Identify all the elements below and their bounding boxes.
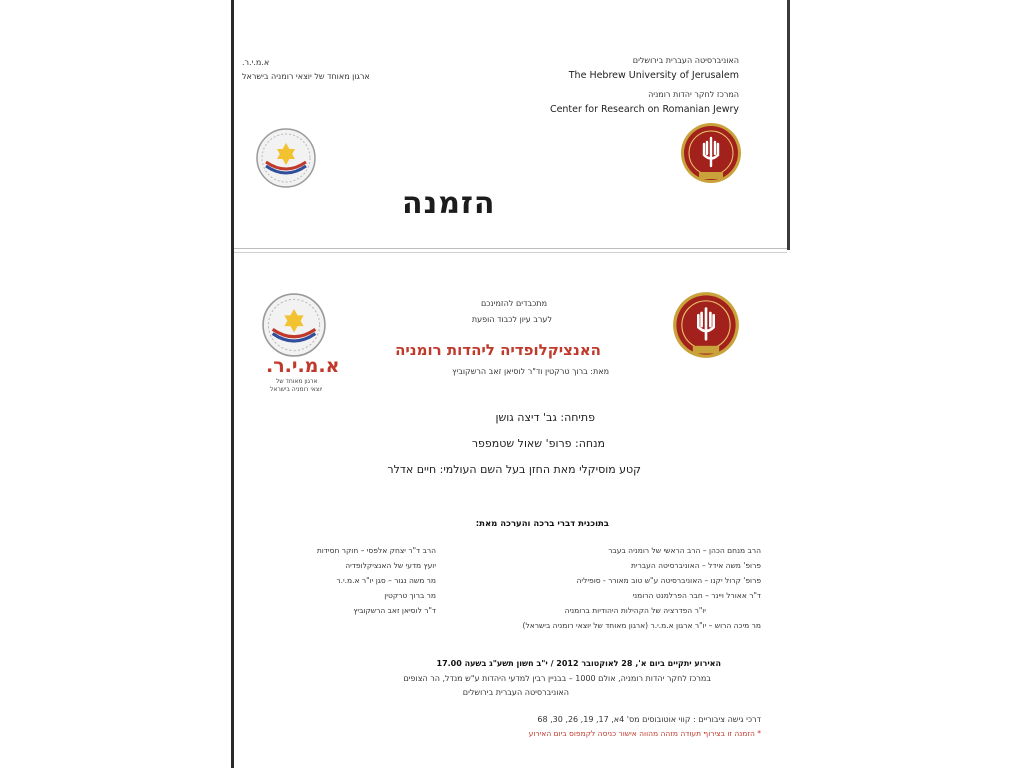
program-header: בתוכנית דברי ברכה והערכה מאת: <box>475 519 609 529</box>
list-item: הרב ד"ר יצחק אלפסי – חוקר חסידות <box>316 546 436 555</box>
center-name-en: Center for Research on Romanian Jewry <box>549 104 739 115</box>
public-transport-info: דרכי גישה ציבוריים : קווי אוטובוסים מס' 4א, 17, 19, 26, 30, 68 <box>537 715 761 724</box>
list-item: מר ברוך טרקטין <box>384 591 436 600</box>
invitation-details-card <box>234 252 787 769</box>
list-item: פרופ' קרול יקנו – האוניברסיטה ע"ש טוב מאורר - סופיליה <box>576 576 761 585</box>
opening-speaker: פתיחה: גב' דיצה גושן <box>495 411 595 424</box>
moderator: מנחה: פרופ' שאול שטמפפר <box>471 437 605 450</box>
greetings-list-right <box>471 543 761 633</box>
amia-organization-name: ארגון מאוחד של יוצאי רומניה בישראל <box>242 72 370 81</box>
list-item: ד"ר אאורל ויינר – חבר הפרלמנט הרומני <box>632 591 761 600</box>
list-item: ד"ר לוסיאן זאב הרשקוביץ <box>353 606 436 615</box>
list-item: פרופ' משה אידל – האוניברסיטה העברית <box>630 561 761 570</box>
hebrew-university-seal-icon <box>672 291 740 359</box>
greetings-list-left <box>256 543 436 618</box>
authors-line: מאת: ברוך טרקטין וד"ר לוסיאן זאב הרשקוביץ <box>452 367 609 376</box>
star-of-david-emblem-icon <box>256 128 316 188</box>
amia-logo-text: א.מ.י.ר. <box>266 355 340 377</box>
list-item: יו"ר הפדרציה של הקהילות היהודיות ברומניה <box>564 606 706 615</box>
musical-performance: קטע מוסיקלי מאת החזן בעל השם העולמי: חיים אדלר <box>387 463 641 476</box>
list-item: יועץ מדעי של האנציקלופדיה <box>345 561 436 570</box>
event-location-line-1: במרכז לחקר יהדות רומניה, אולם 1000 – בבניין רבין למדעי היהדות ע"ש מנדל, הר הצופים <box>403 674 711 683</box>
menorah-seal-icon <box>680 122 742 184</box>
encyclopedia-title: האנציקלופדיה ליהדות רומניה <box>395 341 601 359</box>
scan-edge-right <box>787 0 790 250</box>
list-item: מר מיכה הרוש – יו"ר ארגון א.מ.י.ר (ארגון מאוחד של יוצאי רומניה בישראל) <box>522 621 761 630</box>
entry-note: * הזמנה זו בצירוף תעודה מזהה מהווה אישור כניסה לקמפוס ביום האירוע <box>528 729 761 738</box>
event-location-line-2: האוניברסיטה העברית בירושלים <box>462 688 569 697</box>
invitation-title: הזמנה <box>402 186 496 221</box>
hebrew-university-name-en: The Hebrew University of Jerusalem <box>568 70 739 81</box>
amia-logo-subtitle-1: ארגון מאוחד של <box>276 378 318 385</box>
intro-line-1: מתכבדים להזמינכם <box>480 299 547 308</box>
center-name-he: המרכז לחקר יהדות רומניה <box>648 90 739 99</box>
amia-abbreviation: א.מ.י.ר. <box>242 58 270 67</box>
list-item: מר משה נגור – סגן יו"ר א.מ.י.ר <box>336 576 436 585</box>
amia-logo-icon <box>262 293 326 357</box>
event-date-time: האירוע יתקיים ביום א', 28 לאוקטובר 2012 / י"ב חשון תשע"ג בשעה 17.00 <box>436 659 721 668</box>
intro-line-2: לערב עיון לכבוד הופעת <box>471 315 552 324</box>
amia-logo-subtitle-2: יוצאי רומניה בישראל <box>270 386 323 393</box>
invitation-cover-card <box>234 0 787 249</box>
hebrew-university-name-he: האוניברסיטה העברית בירושלים <box>632 56 739 65</box>
list-item: הרב מנחם הכהן – הרב הראשי של רומניה בעבר <box>608 546 761 555</box>
